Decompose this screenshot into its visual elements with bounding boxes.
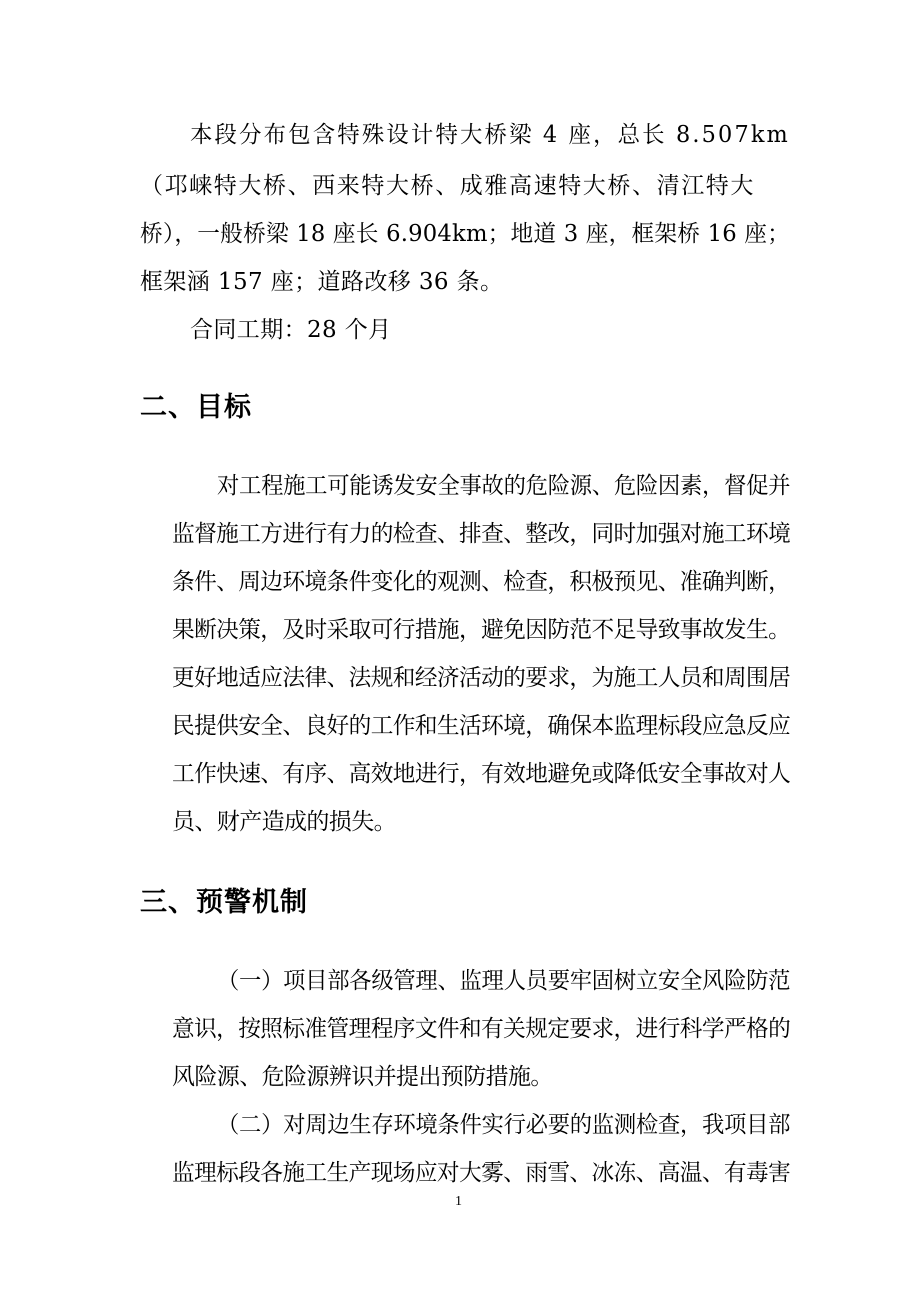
paragraph-line: 监理标段各施工生产现场应对大雾、雨雪、冰冻、高温、有毒害 <box>172 1160 791 1186</box>
paragraph-line: 框架涵 157 座；道路改移 36 条。 <box>140 269 504 295</box>
paragraph-line: 更好地适应法律、法规和经济活动的要求，为施工人员和周围居 <box>172 665 791 691</box>
section-heading-goals: 二、目标 <box>140 392 252 423</box>
paragraph-line: 风险源、危险源辨识并提出预防措施。 <box>172 1064 553 1090</box>
paragraph-line: 对工程施工可能诱发安全事故的危险源、危险因素，督促并 <box>217 473 791 499</box>
page-number: 1 <box>455 1194 462 1209</box>
paragraph-line: 本段分布包含特殊设计特大桥梁 4 座，总长 8.507km <box>190 122 790 148</box>
paragraph-line: 监督施工方进行有力的检查、排查、整改，同时加强对施工环境 <box>172 521 791 547</box>
paragraph-line: 桥），一般桥梁 18 座长 6.904km；地道 3 座，框架桥 16 座； <box>140 221 791 247</box>
section-heading-warning-mechanism: 三、预警机制 <box>140 887 308 918</box>
paragraph-line: 工作快速、有序、高效地进行，有效地避免或降低安全事故对人 <box>172 761 791 787</box>
paragraph-line: （一）项目部各级管理、监理人员要牢固树立安全风险防范 <box>217 968 791 994</box>
paragraph-line: （二）对周边生存环境条件实行必要的监测检查，我项目部 <box>217 1112 791 1138</box>
paragraph-line: 民提供安全、良好的工作和生活环境，确保本监理标段应急反应 <box>172 713 791 739</box>
contract-period: 合同工期：28 个月 <box>190 317 392 343</box>
paragraph-line: 果断决策，及时采取可行措施，避免因防范不足导致事故发生。 <box>172 617 791 643</box>
paragraph-line: 意识，按照标准管理程序文件和有关规定要求，进行科学严格的 <box>172 1016 791 1042</box>
paragraph-line: （邛崃特大桥、西来特大桥、成雅高速特大桥、清江特大 <box>140 173 755 199</box>
paragraph-line: 员、财产造成的损失。 <box>172 809 397 835</box>
paragraph-line: 条件、周边环境条件变化的观测、检查，积极预见、准确判断， <box>172 569 791 595</box>
